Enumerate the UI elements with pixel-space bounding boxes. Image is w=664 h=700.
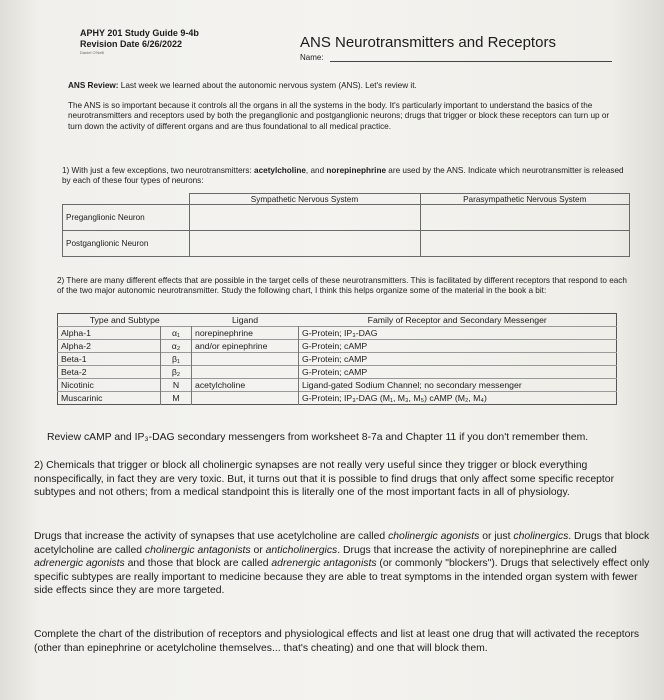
receptor-type: Beta-1 <box>58 353 161 366</box>
neuron-table <box>62 193 630 257</box>
question-2-text: 2) There are many different effects that are possible in the target cells of these neurotransmitters. This is facilitated by different receptors that respond to each of the two major autonomic neurotransmitter. Study the following chart, I think this helps organize some of the material in the book a bit: <box>57 276 627 296</box>
revision-date: Revision Date 6/26/2022 <box>80 39 183 49</box>
receptor-table <box>57 313 617 405</box>
term-cholinergics: cholinergics <box>513 531 569 542</box>
header-type: Type and Subtype <box>89 314 160 325</box>
header-ligand: Ligand <box>231 314 259 325</box>
receptor-type: Nicotinic <box>58 379 161 392</box>
receptor-family: Ligand-gated Sodium Channel; no secondary messenger <box>299 379 617 392</box>
receptor-row <box>58 340 617 353</box>
receptor-ligand: and/or epinephrine <box>192 340 299 353</box>
term-anticholinergics: anticholinergics <box>265 544 338 556</box>
row-label-postganglionic: Postganglionic Neuron <box>63 231 190 257</box>
receptor-row <box>58 366 617 379</box>
receptor-family: G-Protein; cAMP <box>299 340 617 353</box>
drugs-text: . Drugs that increase the activity of norepinephrine are called <box>337 544 617 556</box>
term-cholinergic-agonists: cholinergic agonists <box>388 531 480 542</box>
col-header-sympathetic: Sympathetic Nervous System <box>189 194 420 205</box>
neuron-table-corner <box>63 194 190 205</box>
header-family: Family of Receptor and Secondary Messenger <box>367 314 547 325</box>
receptor-ligand <box>192 366 299 379</box>
receptor-row <box>58 353 617 366</box>
ans-review-line <box>68 81 628 91</box>
answer-cell[interactable] <box>189 231 420 257</box>
receptor-symbol: β₂ <box>161 366 192 379</box>
receptor-ligand <box>192 392 299 405</box>
receptor-row <box>58 327 617 340</box>
header-left <box>80 28 199 56</box>
name-field-line[interactable] <box>330 61 612 62</box>
complete-chart-paragraph: Complete the chart of the distribution of receptors and physiological effects and list at least one drug that will activated the receptors (other than epinephrine or acetylcholine themselves... that's cheating) and one that will block them. <box>34 629 640 654</box>
receptor-row <box>58 379 617 392</box>
intro-paragraph: The ANS is so important because it controls all the organs in all the systems in the body. It's particularly important to understand the basics of the neurotransmitters and receptors used by both the preganglionic and postganglionic neurons; drugs that trigger or block these receptors can turn up or turn down the activity of different organs and are thus foundational to all medical practice. <box>68 101 610 131</box>
receptor-row <box>58 392 617 405</box>
receptor-rows <box>58 327 617 405</box>
drugs-text: Drugs that increase the activity of synapses that use acetylcholine are called <box>34 531 389 542</box>
receptor-type: Alpha-1 <box>58 327 161 340</box>
row-label-preganglionic: Preganglionic Neuron <box>63 205 190 231</box>
receptor-ligand: acetylcholine <box>192 379 299 392</box>
question-1-text <box>62 166 632 187</box>
q1-text-a: 1) With just a few exceptions, two neurotransmitters: <box>62 166 255 175</box>
receptor-type: Beta-2 <box>58 366 161 379</box>
q1-neurotransmitter-2: norepinephrine <box>326 166 387 175</box>
answer-cell[interactable] <box>420 231 630 257</box>
receptor-type: Alpha-2 <box>58 340 161 353</box>
receptor-type: Muscarinic <box>58 392 161 405</box>
answer-cell[interactable] <box>420 205 630 231</box>
receptor-symbol: α₁ <box>161 327 192 340</box>
course-title: APHY 201 Study Guide 9-4b <box>80 28 199 38</box>
receptor-symbol: N <box>161 379 192 392</box>
drugs-text: or <box>250 544 266 556</box>
drugs-text: (or commonly "blockers"). Drugs that selectively effect only specific subtypes are really important to medicine because they are able to treat symptoms in the intended organ system with fewer side effects since they are more targeted. <box>34 558 650 597</box>
ans-review-label: ANS Review: <box>68 81 119 90</box>
name-label: Name: <box>300 53 324 62</box>
review-note: Review cAMP and IP₃-DAG secondary messengers from worksheet 8-7a and Chapter 11 if you don't remember them. <box>47 432 589 443</box>
page-title: ANS Neurotransmitters and Receptors <box>300 34 556 51</box>
receptor-family: G-Protein; IP₃-DAG (M₁, M₃, M₅) cAMP (M₂, M₄) <box>299 392 617 405</box>
receptor-symbol: β₁ <box>161 353 192 366</box>
drugs-paragraph <box>34 530 654 598</box>
drugs-text: or just <box>479 531 514 542</box>
author-small: Daniel O'Neill <box>80 50 105 55</box>
col-header-parasympathetic: Parasympathetic Nervous System <box>420 194 630 205</box>
chemicals-paragraph: 2) Chemicals that trigger or block all cholinergic synapses are not really very useful since they trigger or block everything nonspecifically, in fact they are very toxic. But, it turns out that it is possible to find drugs that only affect some specific receptor subtypes and not others; from a medical standpoint this is literally one of the most important facts in all of physiology. <box>34 460 615 499</box>
receptor-family: G-Protein; cAMP <box>299 366 617 379</box>
receptor-symbol: M <box>161 392 192 405</box>
receptor-family: G-Protein; IP₃-DAG <box>299 327 617 340</box>
term-adrenergic-antagonists: adrenergic antagonists <box>271 558 377 570</box>
q1-neurotransmitter-1: acetylcholine <box>254 166 306 175</box>
receptor-family: G-Protein; cAMP <box>299 353 617 366</box>
term-adrenergic-agonists: adrenergic agonists <box>34 558 125 570</box>
q1-text-b: are used by the ANS. Indicate which neurotransmitter is released by each of these four types of neurons: <box>62 166 624 186</box>
q1-text-and: , and <box>305 166 327 175</box>
receptor-symbol: α₂ <box>161 340 192 353</box>
drugs-text: and those that block are called <box>124 558 272 570</box>
ans-review-text: Last week we learned about the autonomic nervous system (ANS). Let's review it. <box>120 81 417 90</box>
term-cholinergic-antagonists: cholinergic antagonists <box>144 544 251 556</box>
answer-cell[interactable] <box>189 205 420 231</box>
drugs-text: . Drugs that block acetylcholine are called <box>34 531 650 556</box>
receptor-ligand <box>192 353 299 366</box>
receptor-ligand: norepinephrine <box>192 327 299 340</box>
